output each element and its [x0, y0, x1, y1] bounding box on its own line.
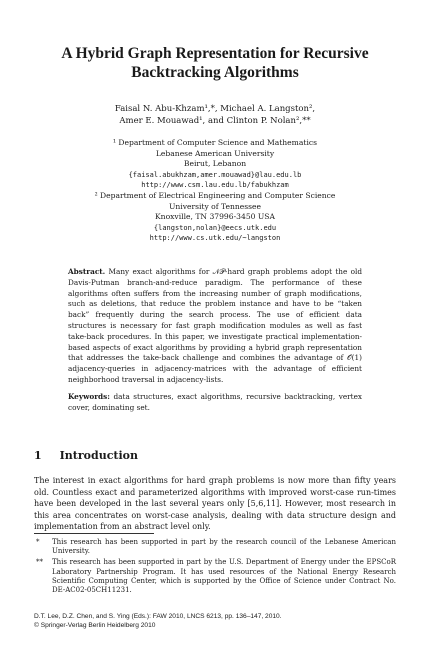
title-line-2: Backtracking Algorithms: [131, 64, 299, 81]
keywords-paragraph: [68, 392, 362, 414]
intro-body: [34, 475, 396, 533]
affiliation-2-email: {langston,nolan}@eecs.utk.edu: [153, 223, 277, 232]
affiliation-2-city: Knoxville, TN 37996-3450 USA: [155, 212, 275, 222]
affiliation-1-university: Lebanese American University: [155, 148, 275, 158]
footnote-1-text: This research has been supported in part by the research council of the Lebanese American University.: [52, 538, 396, 556]
author-list: [0, 103, 430, 127]
section-heading: [34, 449, 138, 462]
footnote-2-mark: **: [36, 558, 43, 567]
keywords-text: data structures, exact algorithms, recursive backtracking, vertex cover, dominating set.: [68, 391, 362, 412]
publisher-info: [34, 612, 396, 630]
affiliation-1-city: Beirut, Lebanon: [183, 159, 247, 169]
intro-paragraph: The interest in exact algorithms for hard graph problems is now more than fifty years old. Countless exact and parameterized algorithms with improved worst-case run-times have been developed in the last several years only [5,6,11]. However, most research in this area concentrates on worst-case analysis, dealing with data structure design and implementation from an abstract level only.: [34, 476, 396, 532]
affiliation-1-dept: ¹ Department of Computer Science and Mathematics: [112, 138, 318, 147]
paper-title: [0, 44, 430, 82]
section-number: 1: [34, 449, 42, 462]
abstract-block: [68, 267, 362, 413]
abstract-label: Abstract.: [68, 267, 106, 276]
authors-line-2: Amer E. Mouawad¹, and Clinton P. Nolan²,**: [119, 116, 311, 126]
footnote-rule: [34, 533, 154, 534]
affiliation-2-university: University of Tennessee: [168, 201, 262, 211]
footnote-2: [34, 558, 396, 595]
section-title: Introduction: [59, 449, 138, 462]
footnote-2-text: This research has been supported in part by the U.S. Department of Energy under the EPSCoR Laboratory Partnership Program. It has used resources of the National Energy Research Scientific Computing Center, which is supported by the Office of Science under Contract No. DE-AC02-05CH11231.: [52, 558, 396, 595]
title-line-1: A Hybrid Graph Representation for Recursive: [61, 45, 369, 62]
footnote-1: [34, 538, 396, 556]
affiliation-2-dept: ² Department of Electrical Engineering and Computer Science: [94, 190, 336, 200]
abstract-text: Many exact algorithms for 𝒩𝒫-hard graph problems adopt the old Davis-Putman branch-and-reduce paradigm. The performance of these algorithms often suffers from the increasing number of graph modifications, such as deletions, that reduce the problem instance and have to be “taken back” frequently during the search process. The use of efficient data structures is necessary for fast graph modification modules as well as fast take-back procedures. In this paper, we investigate practical implementation-based aspects of exact algorithms by providing a hybrid graph representation that addresses the take-back challenge and combines the advantage of 𝒪(1) adjacency-queries in adjacency-matrices with the advantage of efficient neighborhood traversal in adjacency-lists.: [68, 267, 362, 384]
affiliation-2-url[interactable]: http://www.cs.utk.edu/~langston: [149, 234, 281, 243]
publisher-citation: D.T. Lee, D.Z. Chen, and S. Ying (Eds.): FAW 2010, LNCS 6213, pp. 136–147, 2010.: [34, 613, 282, 620]
affiliation-1-url[interactable]: http://www.csm.lau.edu.lb/fabukhzam: [141, 181, 289, 190]
footnotes: [34, 533, 396, 597]
footnote-1-mark: *: [36, 538, 40, 546]
keywords-label: Keywords:: [68, 391, 110, 401]
affiliations: [0, 138, 430, 244]
abstract-paragraph: [68, 267, 362, 386]
authors-line-1: Faisal N. Abu-Khzam¹,*, Michael A. Langston²,: [114, 104, 316, 114]
affiliation-1-email: {faisal.abukhzam,amer.mouawad}@lau.edu.lb: [128, 170, 302, 179]
publisher-copyright: © Springer-Verlag Berlin Heidelberg 2010: [34, 622, 156, 629]
